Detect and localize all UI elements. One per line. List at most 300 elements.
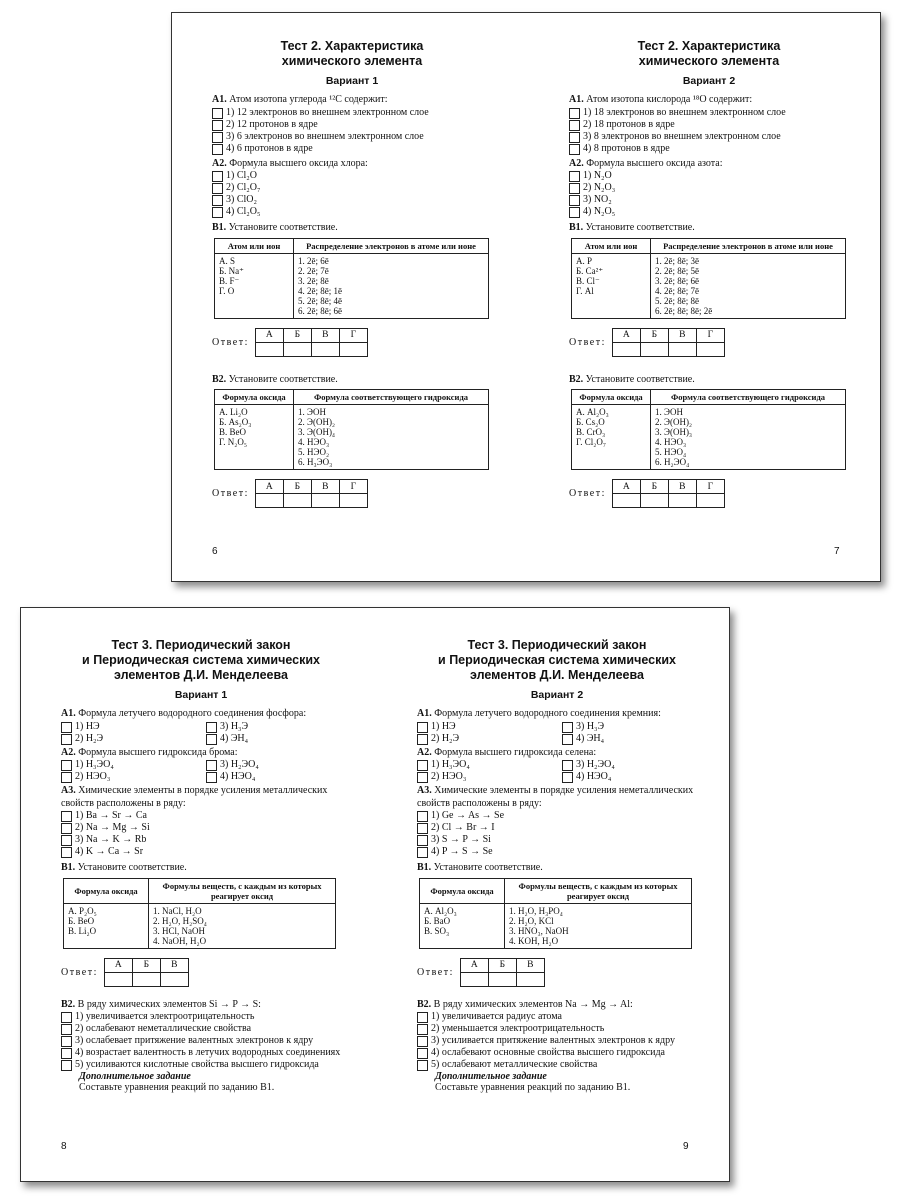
option-label: 1) N₂O bbox=[583, 170, 612, 181]
checkbox[interactable] bbox=[569, 144, 580, 155]
question-label: В1. bbox=[417, 862, 432, 873]
workbook-page-spread-top bbox=[171, 12, 881, 582]
answer-option[interactable] bbox=[212, 194, 492, 206]
answer-option[interactable] bbox=[61, 759, 196, 771]
table-cell-line: В. F⁻ bbox=[219, 275, 240, 286]
checkbox[interactable] bbox=[61, 1060, 72, 1071]
question-label: А1. bbox=[212, 94, 227, 105]
option-label: 4) 8 протонов в ядре bbox=[583, 142, 670, 154]
question-text: Химические элементы в порядке усиления неметаллических свойств расположены в ряду: bbox=[417, 785, 694, 809]
table-body-row bbox=[572, 405, 846, 470]
table-cell-line: А. P₂O₅ bbox=[68, 905, 97, 916]
table-cell bbox=[215, 405, 294, 470]
answer-option[interactable] bbox=[61, 733, 196, 745]
question-text: Установите соответствие. bbox=[77, 862, 187, 873]
table-header-row bbox=[572, 238, 846, 253]
table-cell-line: 5. HЭO₄ bbox=[655, 447, 687, 457]
table-body-row bbox=[420, 903, 692, 948]
extra-task-title: Дополнительное задание bbox=[435, 1071, 547, 1082]
table-cell-line: 3. 2ē; 8ē; 6ē bbox=[655, 275, 699, 286]
checkbox[interactable] bbox=[212, 207, 223, 218]
answer-header-row bbox=[612, 328, 724, 342]
table-cell-line: 6. 2ē; 8ē; 8ē; 2ē bbox=[655, 305, 713, 316]
variant-heading: Вариант 2 bbox=[530, 689, 584, 701]
table-cell-line: А. Al₂O₃ bbox=[424, 905, 457, 916]
answer-option[interactable] bbox=[417, 1011, 697, 1023]
table-header-row bbox=[215, 238, 489, 253]
answer-input-cell[interactable] bbox=[460, 972, 488, 986]
table-cell-line: Б. Cs₂O bbox=[576, 417, 605, 427]
option-label: 3) H₂ЭO₄ bbox=[220, 759, 259, 770]
test-title bbox=[417, 638, 697, 683]
table-cell-line: В. BeO bbox=[219, 427, 246, 437]
variant-heading: Вариант 2 bbox=[682, 75, 736, 87]
option-label: 1) 12 электронов во внешнем электронном слое bbox=[226, 106, 429, 118]
matching-table bbox=[417, 878, 697, 949]
option-label: 1) H₃ЭO₄ bbox=[431, 759, 470, 770]
answer-input-cell[interactable] bbox=[311, 342, 339, 356]
checkbox[interactable] bbox=[417, 1024, 428, 1035]
answer-column-letter: А bbox=[255, 328, 283, 342]
checkbox[interactable] bbox=[61, 772, 72, 783]
answer-option[interactable] bbox=[562, 771, 697, 783]
answer-option[interactable] bbox=[61, 1011, 341, 1023]
checkbox[interactable] bbox=[61, 1024, 72, 1035]
page-number: 8 bbox=[61, 1141, 67, 1152]
table-cell-line: В. Cl⁻ bbox=[576, 275, 600, 286]
checkbox[interactable] bbox=[562, 772, 573, 783]
answer-option[interactable] bbox=[569, 182, 849, 194]
checkbox[interactable] bbox=[61, 760, 72, 771]
answer-option[interactable] bbox=[417, 834, 697, 846]
table-cell-line: Г. N₂O₅ bbox=[219, 437, 247, 447]
answer-header-row bbox=[104, 958, 188, 972]
question-text: Формула высшего гидроксида брома: bbox=[78, 746, 238, 758]
answer-input-row bbox=[612, 342, 724, 356]
answer-option[interactable] bbox=[61, 834, 341, 846]
table-header-cell: Формулы веществ, с каждым из которых реагирует оксид bbox=[505, 878, 692, 903]
table-header-cell: Формула оксида bbox=[215, 390, 294, 405]
checkbox[interactable] bbox=[212, 108, 223, 119]
answer-column-letter: Г bbox=[696, 480, 724, 494]
answer-option[interactable] bbox=[569, 206, 849, 218]
option-label: 4) 6 протонов в ядре bbox=[226, 142, 313, 154]
answer-column-letter: Б bbox=[132, 958, 160, 972]
option-label: 5) усиливаются кислотные свойства высшего гидроксида bbox=[75, 1059, 319, 1070]
checkbox[interactable] bbox=[569, 195, 580, 206]
question-text: В ряду химических элементов Si → P → S: bbox=[77, 998, 261, 1010]
answer-input-cell[interactable] bbox=[283, 342, 311, 356]
checkbox[interactable] bbox=[212, 120, 223, 131]
checkbox[interactable] bbox=[212, 183, 223, 194]
checkbox[interactable] bbox=[417, 1060, 428, 1071]
answer-input-cell[interactable] bbox=[132, 972, 160, 986]
answer-input-cell[interactable] bbox=[339, 342, 367, 356]
answer-input-cell[interactable] bbox=[311, 494, 339, 508]
title-line: Тест 2. Характеристика bbox=[637, 39, 781, 53]
answer-column-letter: Б bbox=[640, 328, 668, 342]
answer-input-cell[interactable] bbox=[160, 972, 188, 986]
answer-input-cell[interactable] bbox=[283, 494, 311, 508]
answer-option[interactable] bbox=[206, 771, 341, 783]
answer-input-row bbox=[104, 972, 188, 986]
checkbox[interactable] bbox=[61, 1012, 72, 1023]
checkbox[interactable] bbox=[61, 1036, 72, 1047]
table-cell-line: 1. H₂O, H₃PO₄ bbox=[509, 905, 563, 916]
checkbox[interactable] bbox=[61, 734, 72, 745]
table-cell-line: В. CrO₃ bbox=[576, 427, 606, 437]
matching-table-grid bbox=[63, 878, 336, 949]
test-title bbox=[212, 39, 492, 69]
table-cell-line: 4. 2ē; 8ē; 1ē bbox=[298, 285, 342, 296]
answer-options bbox=[417, 1011, 697, 1071]
matching-table bbox=[569, 389, 849, 470]
answer-input-row bbox=[612, 494, 724, 508]
table-cell-line: В. Li₂O bbox=[68, 925, 97, 936]
checkbox[interactable] bbox=[569, 171, 580, 182]
question-b1 bbox=[417, 862, 697, 875]
checkbox[interactable] bbox=[212, 195, 223, 206]
answer-option[interactable] bbox=[417, 1047, 697, 1059]
answer-option[interactable] bbox=[61, 846, 341, 858]
answer-label: Ответ: bbox=[569, 488, 606, 499]
page-number: 6 bbox=[212, 546, 218, 557]
answer-options bbox=[61, 810, 341, 858]
answer-input-cell[interactable] bbox=[640, 342, 668, 356]
answer-option[interactable] bbox=[562, 759, 697, 771]
extra-task-text: Составьте уравнения реакций по заданию В1. bbox=[79, 1082, 275, 1093]
table-cell bbox=[294, 253, 489, 318]
workbook-page-spread-bottom bbox=[20, 607, 730, 1182]
answer-option[interactable] bbox=[562, 733, 697, 745]
option-label: 2) Cl → Br → I bbox=[431, 822, 495, 833]
answer-option[interactable] bbox=[569, 143, 849, 155]
answer-column-letter: В bbox=[668, 480, 696, 494]
option-label: 2) H₂Э bbox=[431, 732, 460, 744]
question-text: Атом изотопа углерода ¹²C содержит: bbox=[229, 94, 388, 105]
answer-column-letter: В bbox=[160, 958, 188, 972]
answer-input-cell[interactable] bbox=[612, 342, 640, 356]
answer-option[interactable] bbox=[569, 107, 849, 119]
test2-variant2 bbox=[569, 39, 849, 508]
checkbox[interactable] bbox=[562, 734, 573, 745]
table-cell bbox=[572, 405, 651, 470]
checkbox[interactable] bbox=[417, 722, 428, 733]
matching-table-grid bbox=[571, 389, 846, 470]
option-label: 1) увеличивается радиус атома bbox=[431, 1011, 562, 1022]
table-cell-line: 5. 2ē; 8ē; 8ē bbox=[655, 295, 699, 306]
answer-column-letter: Г bbox=[339, 328, 367, 342]
option-label: 1) увеличивается электроотрицательность bbox=[75, 1011, 255, 1022]
question-label: А3. bbox=[417, 785, 432, 796]
table-cell-line: 1. ЭOH bbox=[298, 407, 326, 417]
option-label: 3) ClO₂ bbox=[226, 194, 257, 205]
option-label: 3) 6 электронов во внешнем электронном слое bbox=[226, 130, 424, 142]
answer-column-letter: Г bbox=[339, 480, 367, 494]
question-a1 bbox=[212, 94, 492, 107]
answer-table bbox=[612, 479, 725, 508]
question-label: А2. bbox=[212, 157, 227, 169]
question-text: Установите соответствие. bbox=[228, 373, 338, 385]
matching-table bbox=[212, 238, 492, 319]
option-label: 2) ослабевают неметаллические свойства bbox=[75, 1023, 252, 1034]
checkbox[interactable] bbox=[417, 772, 428, 783]
answer-option[interactable] bbox=[61, 810, 341, 822]
option-label: 2) Cl₂O₇ bbox=[226, 182, 261, 193]
option-label: 3) H₃Э bbox=[220, 720, 249, 732]
question-text: Формула летучего водородного соединения кремния: bbox=[434, 708, 661, 719]
title-line: химического элемента bbox=[638, 54, 780, 68]
checkbox[interactable] bbox=[417, 823, 428, 834]
answer-option[interactable] bbox=[212, 131, 492, 143]
answer-option[interactable] bbox=[417, 810, 697, 822]
table-cell-line: 1. 2ē; 8ē; 3ē bbox=[655, 255, 699, 266]
checkbox[interactable] bbox=[206, 722, 217, 733]
checkbox[interactable] bbox=[212, 171, 223, 182]
table-cell-line: Б. Na⁺ bbox=[219, 265, 244, 276]
question-b2 bbox=[61, 999, 341, 1012]
checkbox[interactable] bbox=[569, 132, 580, 143]
table-cell-line: 4. NaOH, H₂O bbox=[153, 935, 207, 946]
answer-option[interactable] bbox=[569, 119, 849, 131]
answer-option[interactable] bbox=[61, 1059, 341, 1071]
table-header-cell: Распределение электронов в атоме или ионе bbox=[294, 238, 489, 253]
checkbox[interactable] bbox=[417, 847, 428, 858]
table-cell-line: 4. KOH, H₂O bbox=[509, 935, 559, 946]
checkbox[interactable] bbox=[569, 207, 580, 218]
option-label: 4) K → Ca → Sr bbox=[75, 846, 144, 857]
checkbox[interactable] bbox=[206, 772, 217, 783]
question-label: А1. bbox=[569, 94, 584, 105]
answer-option[interactable] bbox=[569, 170, 849, 182]
page-number: 7 bbox=[834, 546, 840, 557]
answer-option[interactable] bbox=[212, 107, 492, 119]
answer-options bbox=[212, 170, 492, 218]
checkbox[interactable] bbox=[562, 760, 573, 771]
option-label: 2) N₂O₃ bbox=[583, 182, 616, 193]
answer-option[interactable] bbox=[61, 771, 196, 783]
table-cell-line: 2. 2ē; 7ē bbox=[298, 265, 329, 276]
answer-header-row bbox=[255, 480, 367, 494]
answer-option[interactable] bbox=[212, 170, 492, 182]
table-body-row bbox=[215, 253, 489, 318]
question-label: В2. bbox=[212, 373, 227, 385]
answer-grid bbox=[212, 479, 492, 508]
question-a2 bbox=[417, 747, 697, 760]
checkbox[interactable] bbox=[212, 144, 223, 155]
question-text: Установите соответствие. bbox=[228, 222, 338, 233]
table-cell-line: 4. HЭO₃ bbox=[298, 437, 330, 447]
answer-input-cell[interactable] bbox=[255, 342, 283, 356]
option-label: 2) Na → Mg → Si bbox=[75, 822, 150, 833]
answer-input-row bbox=[255, 342, 367, 356]
option-label: 3) NO₂ bbox=[583, 194, 612, 205]
question-a2 bbox=[212, 158, 492, 171]
matching-table-grid bbox=[419, 878, 692, 949]
answer-input-cell[interactable] bbox=[668, 342, 696, 356]
option-label: 4) ослабевают основные свойства высшего гидроксида bbox=[431, 1047, 665, 1058]
matching-table bbox=[569, 238, 849, 319]
checkbox[interactable] bbox=[61, 811, 72, 822]
answer-input-cell[interactable] bbox=[640, 494, 668, 508]
table-cell-line: Б. As₂O₃ bbox=[219, 417, 252, 427]
answer-option[interactable] bbox=[212, 206, 492, 218]
answer-grid bbox=[212, 328, 492, 357]
option-label: 4) HЭO₄ bbox=[576, 771, 612, 782]
checkbox[interactable] bbox=[206, 760, 217, 771]
checkbox[interactable] bbox=[61, 847, 72, 858]
answer-option[interactable] bbox=[212, 182, 492, 194]
matching-table-grid bbox=[214, 238, 489, 319]
answer-input-cell[interactable] bbox=[488, 972, 516, 986]
question-a1 bbox=[61, 708, 341, 721]
answer-option[interactable] bbox=[417, 1035, 697, 1047]
test3-variant2 bbox=[417, 638, 697, 1093]
checkbox[interactable] bbox=[61, 823, 72, 834]
answer-option[interactable] bbox=[206, 721, 341, 733]
answer-column-letter: В bbox=[311, 480, 339, 494]
checkbox[interactable] bbox=[417, 734, 428, 745]
table-cell-line: Г. O bbox=[219, 285, 235, 296]
option-label: 2) 12 протонов в ядре bbox=[226, 118, 318, 130]
answer-option[interactable] bbox=[569, 131, 849, 143]
answer-option[interactable] bbox=[61, 1047, 341, 1059]
table-cell-line: 3. Э(OH)₄ bbox=[298, 427, 336, 437]
table-cell bbox=[294, 405, 489, 470]
answer-table bbox=[255, 479, 368, 508]
answer-input-cell[interactable] bbox=[668, 494, 696, 508]
answer-column-letter: А bbox=[255, 480, 283, 494]
table-cell bbox=[215, 253, 294, 318]
table-header-row bbox=[215, 390, 489, 405]
checkbox[interactable] bbox=[417, 760, 428, 771]
option-label: 2) 18 протонов в ядре bbox=[583, 118, 675, 130]
question-text: Формула высшего гидроксида селена: bbox=[434, 746, 597, 758]
question-label: В1. bbox=[569, 222, 584, 233]
table-cell-line: 2. Э(OH)₂ bbox=[298, 417, 336, 427]
option-label: 1) Ge → As → Se bbox=[431, 810, 505, 821]
answer-option[interactable] bbox=[212, 119, 492, 131]
answer-column-letter: Г bbox=[696, 328, 724, 342]
option-label: 5) ослабевают металлические свойства bbox=[431, 1059, 598, 1070]
answer-option[interactable] bbox=[417, 846, 697, 858]
answer-option[interactable] bbox=[61, 822, 341, 834]
checkbox[interactable] bbox=[417, 1048, 428, 1059]
table-header-cell: Формулы веществ, с каждым из которых реагирует оксид bbox=[149, 878, 336, 903]
answer-column-letter: А bbox=[612, 328, 640, 342]
answer-column-letter: Б bbox=[640, 480, 668, 494]
answer-column-letter: Б bbox=[488, 958, 516, 972]
checkbox[interactable] bbox=[417, 811, 428, 822]
option-label: 4) Cl₂O₅ bbox=[226, 206, 261, 217]
checkbox[interactable] bbox=[569, 120, 580, 131]
question-a1 bbox=[417, 708, 697, 721]
table-header-cell: Распределение электронов в атоме или ионе bbox=[651, 238, 846, 253]
question-b2 bbox=[569, 374, 849, 387]
answer-option[interactable] bbox=[212, 143, 492, 155]
answer-table bbox=[255, 328, 368, 357]
table-cell-line: Б. Ca²⁺ bbox=[576, 265, 604, 276]
matching-table bbox=[61, 878, 341, 949]
checkbox[interactable] bbox=[212, 132, 223, 143]
answer-option[interactable] bbox=[417, 733, 552, 745]
question-b2 bbox=[212, 374, 492, 387]
answer-option[interactable] bbox=[417, 771, 552, 783]
table-header-cell: Атом или ион bbox=[215, 238, 294, 253]
table-cell-line: 3. HNO₃, NaOH bbox=[509, 925, 569, 936]
answer-option[interactable] bbox=[206, 759, 341, 771]
answer-input-cell[interactable] bbox=[339, 494, 367, 508]
option-label: 4) ЭH₄ bbox=[576, 732, 605, 744]
title-line: Тест 3. Периодический закон bbox=[467, 638, 647, 652]
question-a3 bbox=[417, 785, 697, 810]
answer-option[interactable] bbox=[61, 1023, 341, 1035]
checkbox[interactable] bbox=[417, 1012, 428, 1023]
question-text: Установите соответствие. bbox=[585, 222, 695, 233]
variant-heading: Вариант 1 bbox=[174, 689, 228, 701]
answer-options bbox=[61, 1011, 341, 1071]
answer-option[interactable] bbox=[206, 733, 341, 745]
option-label: 1) H₃ЭO₄ bbox=[75, 759, 114, 770]
option-label: 3) усиливается притяжение валентных электронов к ядру bbox=[431, 1035, 675, 1046]
table-cell-line: 2. H₂O, H₂SO₄ bbox=[153, 915, 207, 926]
answer-options bbox=[569, 170, 849, 218]
answer-input-cell[interactable] bbox=[696, 494, 724, 508]
test-title bbox=[569, 39, 849, 69]
checkbox[interactable] bbox=[61, 1048, 72, 1059]
checkbox[interactable] bbox=[562, 722, 573, 733]
answer-option[interactable] bbox=[569, 194, 849, 206]
answer-options bbox=[61, 759, 341, 783]
checkbox[interactable] bbox=[417, 835, 428, 846]
checkbox[interactable] bbox=[206, 734, 217, 745]
answer-input-cell[interactable] bbox=[516, 972, 544, 986]
question-text: Установите соответствие. bbox=[585, 373, 695, 385]
answer-option[interactable] bbox=[417, 759, 552, 771]
checkbox[interactable] bbox=[569, 183, 580, 194]
answer-option[interactable] bbox=[417, 1059, 697, 1071]
checkbox[interactable] bbox=[61, 722, 72, 733]
table-cell-line: Б. BeO bbox=[68, 915, 95, 926]
table-cell-line: А. P bbox=[576, 255, 593, 266]
answer-option[interactable] bbox=[61, 721, 196, 733]
table-header-row bbox=[420, 878, 692, 903]
answer-input-row bbox=[460, 972, 544, 986]
question-label: А1. bbox=[417, 708, 432, 719]
table-cell-line: 6. H₃ЭO₃ bbox=[298, 457, 333, 467]
answer-column-letter: В bbox=[516, 958, 544, 972]
answer-options bbox=[417, 759, 697, 783]
answer-option[interactable] bbox=[417, 822, 697, 834]
answer-option[interactable] bbox=[417, 721, 552, 733]
table-cell-line: 1. 2ē; 6ē bbox=[298, 255, 329, 266]
answer-input-cell[interactable] bbox=[696, 342, 724, 356]
title-line: элементов Д.И. Менделеева bbox=[114, 668, 288, 682]
checkbox[interactable] bbox=[569, 108, 580, 119]
answer-input-cell[interactable] bbox=[104, 972, 132, 986]
checkbox[interactable] bbox=[61, 835, 72, 846]
checkbox[interactable] bbox=[417, 1036, 428, 1047]
table-cell-line: 2. 2ē; 8ē; 5ē bbox=[655, 265, 699, 276]
matching-table-grid bbox=[571, 238, 846, 319]
answer-grid bbox=[569, 328, 849, 357]
answer-input-cell[interactable] bbox=[612, 494, 640, 508]
answer-options bbox=[212, 107, 492, 155]
answer-option[interactable] bbox=[562, 721, 697, 733]
answer-option[interactable] bbox=[61, 1035, 341, 1047]
answer-option[interactable] bbox=[417, 1023, 697, 1035]
answer-input-cell[interactable] bbox=[255, 494, 283, 508]
